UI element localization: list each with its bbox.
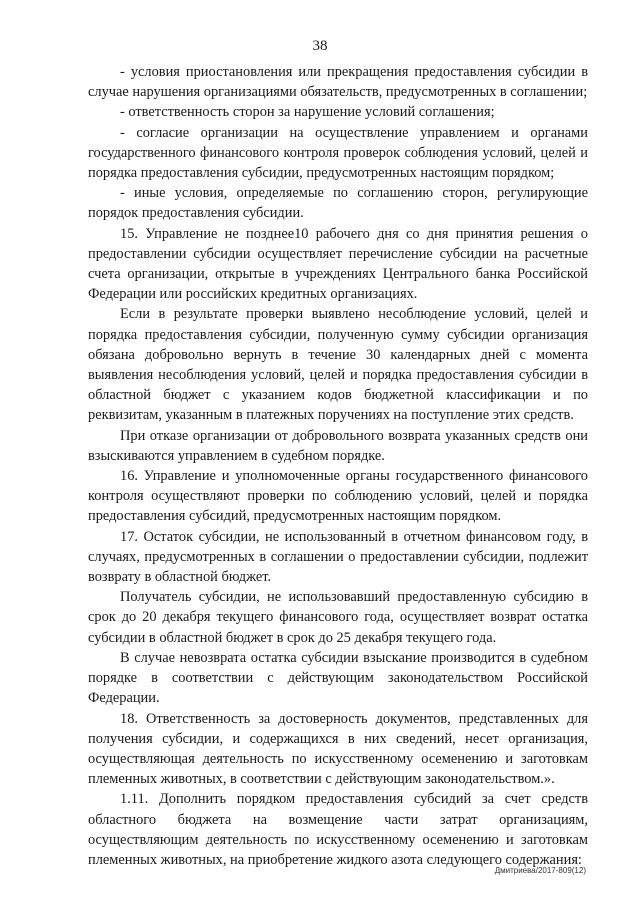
paragraph: 16. Управление и уполномоченные органы государственного финансового контроля осуществляют проверки по соблюдению условий, целей и порядка предоставления субсидий, предусмотренных настоящим порядком. <box>88 468 588 525</box>
paragraph: В случае невозврата остатка субсидии взыскание производится в судебном порядке в соответствии с действующим законодательством Российской Федерации. <box>88 649 588 707</box>
paragraph: - согласие организации на осуществление управлением и органами государственного финансового контроля проверок соблюдения условий, целей и порядка предоставления субсидии, предусмотренных настоящим порядком; <box>88 124 588 182</box>
document-body <box>88 62 588 870</box>
paragraph: Получатель субсидии, не использовавший предоставленную субсидию в срок до 20 декабря текущего финансового года, осуществляет возврат остатка субсидии в областной бюджет в срок до 25 декабря текущего года. <box>88 589 588 646</box>
paragraph: - иные условия, определяемые по соглашению сторон, регулирующие порядок предоставления субсидии. <box>88 185 588 222</box>
document-footer-code: Дмитриева/2017-809(12) <box>494 866 586 875</box>
paragraph: - условия приостановления или прекращения предоставления субсидии в случае нарушения организациями обязательств, предусмотренных в соглашении; <box>88 64 588 101</box>
paragraph: 1.11. Дополнить порядком предоставления субсидий за счет средств областного бюджета на возмещение части затрат организациям, осуществляющим деятельность по искусственному осеменению и заготовкам племенных животных, на приобретение жидкого азота следующего содержания: <box>88 791 588 868</box>
paragraph: 17. Остаток субсидии, не использованный в отчетном финансовом году, в случаях, предусмотренных в соглашении о предоставлении субсидии, подлежит возврату в областной бюджет. <box>88 528 588 586</box>
paragraph: - ответственность сторон за нарушение условий соглашения; <box>120 104 495 121</box>
paragraph: При отказе организации от добровольного возврата указанных средств они взыскиваются управлением в судебном порядке. <box>88 427 588 464</box>
paragraph: 18. Ответственность за достоверность документов, представленных для получения субсидии, и содержащихся в них сведений, несет организация, осуществляющая деятельность по искусственному осеменению и заготовкам племенных животных, в соответствии с действующим законодательством.». <box>88 710 588 788</box>
paragraph: Если в результате проверки выявлено несоблюдение условий, целей и порядка предоставления субсидии, полученную сумму субсидии организация обязана добровольно вернуть в течение 30 календарных дней с момента выявления несоблюдения условий, целей и порядка предоставления субсидии в областной бюджет с указанием кодов бюджетной классификации и по реквизитам, указанным в платежных поручениях на поступление этих средств. <box>88 306 588 424</box>
page-number: 38 <box>312 38 328 54</box>
paragraph: 15. Управление не позднее10 рабочего дня со дня принятия решения о предоставлении субсидии осуществляет перечисление субсидии на расчетные счета организации, открытые в учреждениях Центрального банка Российской Федерации или российских кредитных организациях. <box>88 225 588 303</box>
